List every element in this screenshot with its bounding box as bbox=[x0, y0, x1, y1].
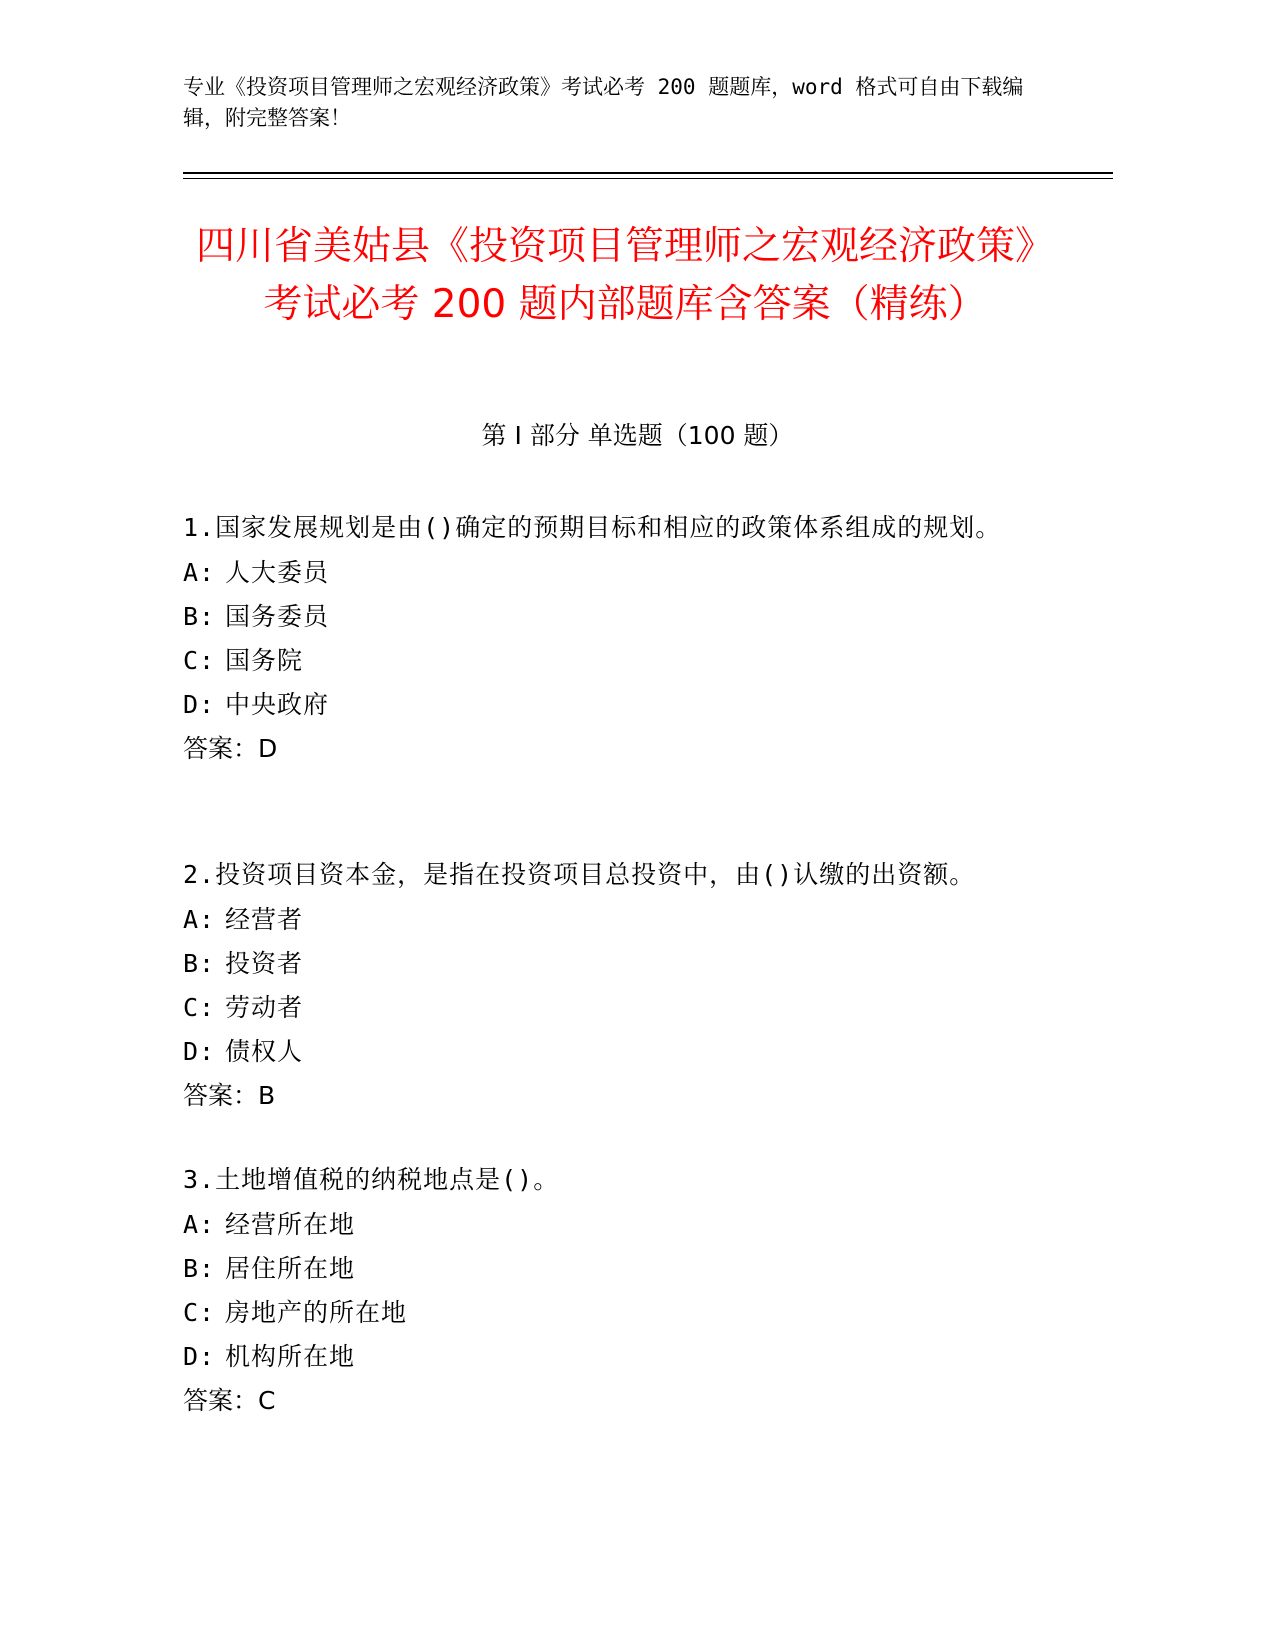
option-letter: A: bbox=[183, 1210, 216, 1239]
section-heading: 第 I 部分 单选题（100 题） bbox=[481, 421, 794, 450]
option-d bbox=[183, 1030, 1063, 1074]
option-text: 国务委员 bbox=[225, 602, 330, 631]
header-note: 专业《投资项目管理师之宏观经济政策》考试必考 200 题题库，word 格式可自由下载编辑，附完整答案！ bbox=[183, 75, 1024, 130]
question-stem: 1.国家发展规划是由()确定的预期目标和相应的政策体系组成的规划。 bbox=[183, 513, 1002, 542]
answer-line: 答案：D bbox=[183, 734, 278, 763]
option-d bbox=[183, 1335, 1063, 1379]
option-a bbox=[183, 1203, 1063, 1247]
option-text: 中央政府 bbox=[225, 690, 330, 719]
option-letter: C: bbox=[183, 1298, 216, 1327]
option-letter: D: bbox=[183, 690, 216, 719]
option-c bbox=[183, 639, 1063, 683]
question-2 bbox=[183, 852, 1063, 1118]
option-text: 投资者 bbox=[225, 949, 304, 978]
option-text: 人大委员 bbox=[225, 558, 330, 587]
option-letter: A: bbox=[183, 905, 216, 934]
option-b bbox=[183, 1247, 1063, 1291]
option-text: 机构所在地 bbox=[225, 1342, 356, 1371]
option-text: 经营所在地 bbox=[225, 1210, 356, 1239]
document-title: 四川省美姑县《投资项目管理师之宏观经济政策》考试必考 200 题内部题库含答案（精练） bbox=[195, 224, 1054, 327]
question-stem: 2.投资项目资本金，是指在投资项目总投资中，由()认缴的出资额。 bbox=[183, 860, 976, 889]
question-3 bbox=[183, 1157, 1063, 1423]
option-text: 居住所在地 bbox=[225, 1254, 356, 1283]
option-text: 房地产的所在地 bbox=[225, 1298, 408, 1327]
answer-line: 答案：C bbox=[183, 1386, 276, 1415]
option-letter: D: bbox=[183, 1342, 216, 1371]
option-letter: B: bbox=[183, 949, 216, 978]
option-text: 国务院 bbox=[225, 646, 304, 675]
option-letter: C: bbox=[183, 646, 216, 675]
option-a bbox=[183, 898, 1063, 942]
option-d bbox=[183, 683, 1063, 727]
answer-line: 答案：B bbox=[183, 1081, 276, 1110]
option-letter: A: bbox=[183, 558, 216, 587]
option-letter: C: bbox=[183, 993, 216, 1022]
option-letter: B: bbox=[183, 602, 216, 631]
option-text: 劳动者 bbox=[225, 993, 304, 1022]
option-text: 债权人 bbox=[225, 1037, 304, 1066]
option-c bbox=[183, 986, 1063, 1030]
option-c bbox=[183, 1291, 1063, 1335]
header-divider-thick bbox=[183, 172, 1113, 174]
option-letter: B: bbox=[183, 1254, 216, 1283]
option-text: 经营者 bbox=[225, 905, 304, 934]
question-stem: 3.土地增值税的纳税地点是()。 bbox=[183, 1165, 560, 1194]
option-letter: D: bbox=[183, 1037, 216, 1066]
option-b bbox=[183, 595, 1063, 639]
header-divider-thin bbox=[183, 178, 1113, 179]
option-a bbox=[183, 551, 1063, 595]
option-b bbox=[183, 942, 1063, 986]
question-1 bbox=[183, 505, 1063, 771]
